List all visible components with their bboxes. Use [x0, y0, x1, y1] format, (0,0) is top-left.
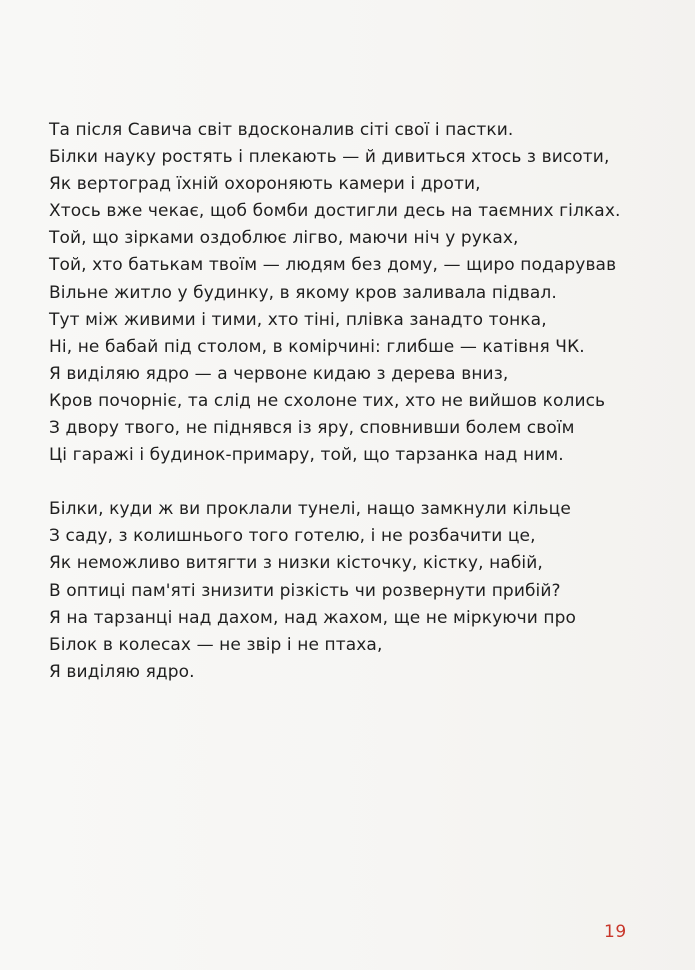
poem-line: Той, що зірками оздоблює лігво, маючи ніч у руках,	[49, 228, 519, 249]
poem-line: Вільне житло у будинку, в якому кров заливала підвал.	[49, 282, 557, 303]
poem-line: Той, хто батькам твоїм — людям без дому, — щиро подарував	[49, 255, 617, 276]
poem-line: Я на тарзанці над дахом, над жахом, ще не міркуючи про	[49, 607, 577, 628]
poem-line: Ці гаражі і будинок-примару, той, що тарзанка над ним.	[49, 445, 564, 466]
poem-line: Білок в колесах — не звір і не птаха,	[49, 634, 383, 655]
poem-line: Тут між живими і тими, хто тіні, плівка занадто тонка,	[49, 309, 547, 330]
poem-line: Білки, куди ж ви проклали тунелі, нащо замкнули кільце	[49, 499, 571, 520]
poem-line: З двору твого, не піднявся із яру, сповнивши болем своїм	[49, 418, 575, 439]
poem-line: Кров почорніє, та слід не схолоне тих, хто не вийшов колись	[49, 390, 606, 411]
poem-line: Та після Савича світ вдосконалив сіті свої і пастки.	[49, 120, 514, 140]
poem-line: Як вертоград їхній охороняють камери і дроти,	[49, 174, 481, 195]
poem-line: Як неможливо витягти з низки кісточку, кістку, набій,	[49, 553, 543, 574]
poem-line: Хтось вже чекає, щоб бомби достигли десь на таємних гілках.	[49, 201, 621, 222]
stanza-2	[49, 496, 669, 686]
poem-line: Я виділяю ядро.	[49, 661, 195, 682]
stanza-1	[49, 117, 669, 469]
poem-line: Я виділяю ядро — а червоне кидаю з дерева вниз,	[49, 363, 509, 384]
page-number: 19	[604, 922, 627, 942]
poem-text	[49, 117, 669, 686]
poem-line: З саду, з колишнього того готелю, і не розбачити це,	[49, 526, 536, 547]
poem-line: В оптиці пам'яті знизити різкість чи розвернути прибій?	[49, 580, 561, 601]
poem-line: Білки науку ростять і плекають — й дивиться хтось з висоти,	[49, 147, 610, 168]
poem-line: Ні, не бабай під столом, в комірчині: глибше — катівня ЧК.	[49, 336, 585, 357]
